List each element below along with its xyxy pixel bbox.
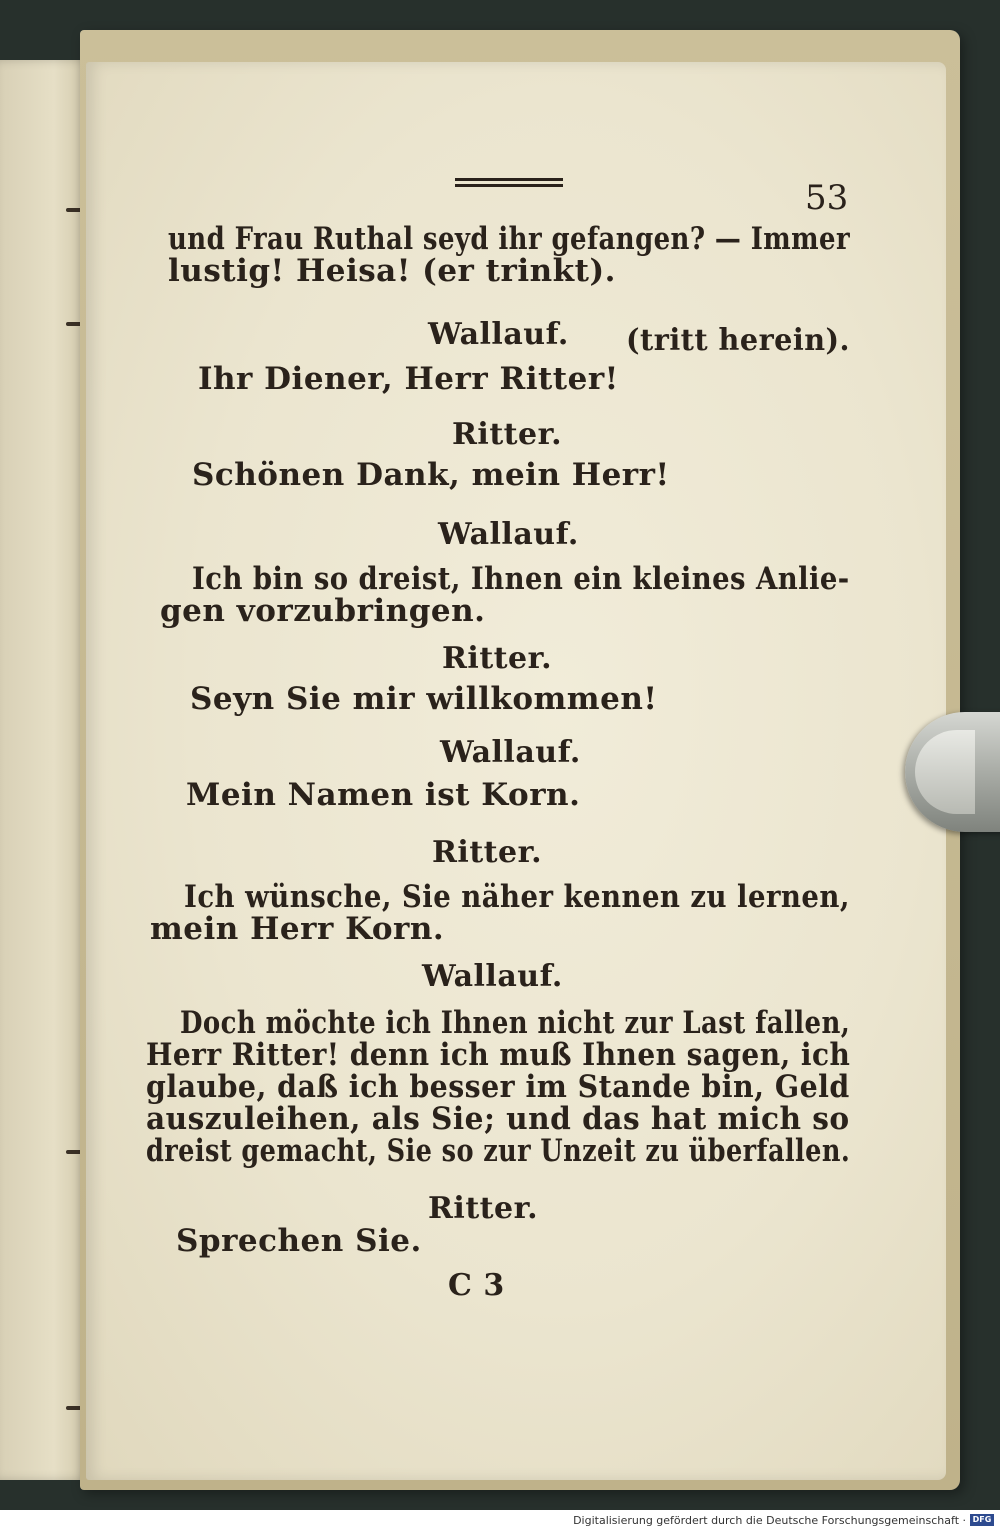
text-line: mein Herr Korn. [150,911,445,947]
speaker-name: Wallauf. [428,317,569,352]
text-line: Ich bin so dreist, Ihnen ein kleines Anlie- [192,561,850,597]
text-line: dreist gemacht, Sie so zur Unzeit zu überfallen. [146,1133,851,1169]
speaker-name: Wallauf. [440,735,581,770]
speaker-name: Ritter. [428,1191,539,1226]
page-number: 53 [805,178,849,218]
text-line: lustig! Heisa! (er trinkt). [168,253,616,289]
text-line: Herr Ritter! denn ich muß Ihnen sagen, ich [146,1037,851,1073]
footer-credit: Digitalisierung gefördert durch die Deutsche Forschungsgemeinschaft · [573,1514,966,1527]
stage-direction: (tritt herein). [626,323,851,358]
previous-page-edge [0,60,90,1480]
printer-signature: C 3 [448,1268,505,1303]
dfg-logo: DFG [970,1514,994,1526]
speaker-name: Wallauf. [438,517,579,552]
text-line: gen vorzubringen. [160,593,486,629]
speaker-name: Ritter. [452,417,563,452]
text-line: Doch möchte ich Ihnen nicht zur Last fallen, [180,1005,851,1041]
speaker-name: Wallauf. [422,959,563,994]
text-line: Seyn Sie mir willkommen! [190,681,658,717]
speaker-name: Ritter. [432,835,543,870]
speaker-name: Ritter. [442,641,553,676]
text-line: glaube, daß ich besser im Stande bin, Geld [146,1069,850,1105]
text-line: auszuleihen, als Sie; und das hat mich so [146,1101,850,1137]
text-line: Mein Namen ist Korn. [186,777,581,813]
text-line: Sprechen Sie. [176,1223,422,1259]
text-line: Ihr Diener, Herr Ritter! [198,361,619,397]
text-line: Schönen Dank, mein Herr! [192,457,670,493]
text-line: und Frau Ruthal seyd ihr gefangen? — Immer [168,221,851,257]
text-line: Ich wünsche, Sie näher kennen zu lernen, [184,879,850,915]
header-rule [455,178,563,192]
